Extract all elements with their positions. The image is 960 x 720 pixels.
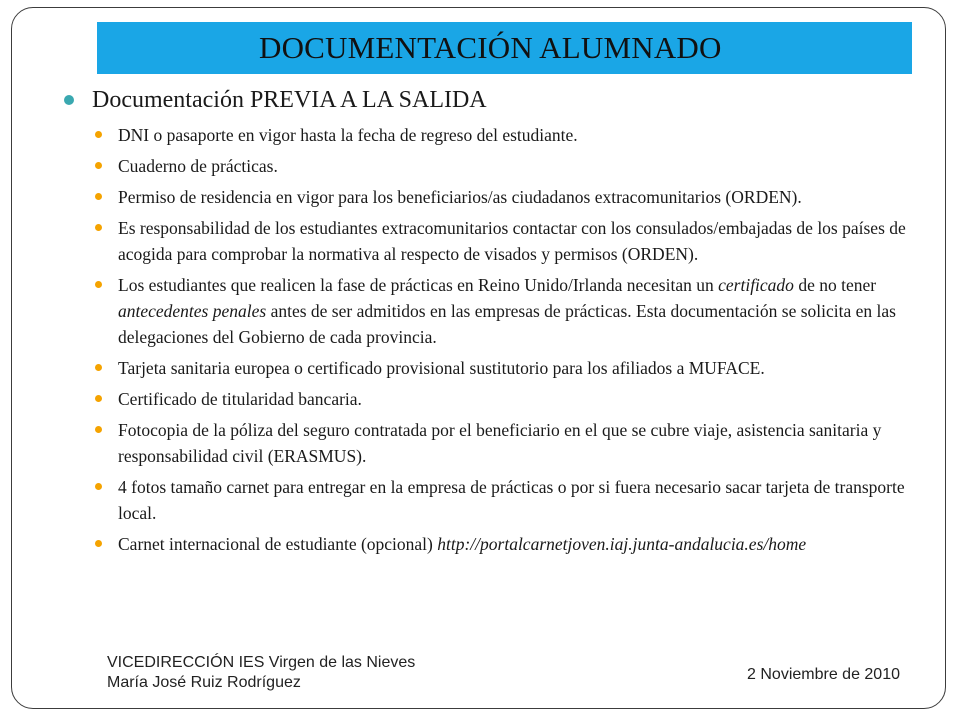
heading-bullet-icon [64,95,74,105]
footer-date: 2 Noviembre de 2010 [747,666,900,683]
footer-line-2: María José Ruiz Rodríguez [107,674,301,691]
document-list [60,122,920,557]
footer-author [107,653,415,693]
bullet-icon [95,193,102,200]
list-item: Tarjeta sanitaria europea o certificado provisional sustitutorio para los afiliados a MUFACE. [118,355,920,381]
section-heading [60,82,920,118]
section-heading-text: Documentación PREVIA A LA SALIDA [92,87,487,113]
list-item: 4 fotos tamaño carnet para entregar en la empresa de prácticas o por si fuera necesario sacar tarjeta de transporte local. [118,474,920,526]
list-item: Fotocopia de la póliza del seguro contratada por el beneficiario en el que se cubre viaje, asistencia sanitaria y responsabilidad civil (ERASMUS). [118,417,920,469]
list-item: Cuaderno de prácticas. [118,153,920,179]
list-item: DNI o pasaporte en vigor hasta la fecha de regreso del estudiante. [118,122,920,148]
bullet-icon [95,281,102,288]
bullet-icon [95,364,102,371]
list-item: Permiso de residencia en vigor para los beneficiarios/as ciudadanos extracomunitarios (ORDEN). [118,184,920,210]
bullet-icon [95,131,102,138]
slide-content [60,82,920,562]
bullet-icon [95,224,102,231]
title-bar [97,22,912,74]
slide-title: DOCUMENTACIÓN ALUMNADO [259,30,722,65]
url-link[interactable]: http://portalcarnetjoven.iaj.junta-andalucia.es/home [437,534,807,554]
list-item: Certificado de titularidad bancaria. [118,386,920,412]
list-item: Los estudiantes que realicen la fase de prácticas en Reino Unido/Irlanda necesitan un certificado de no tener antecedentes penales antes de ser admitidos en las empresas de prácticas. Esta documentación se solicita en las delegaciones del Gobierno de cada provincia. [118,272,920,350]
footer-line-1: VICEDIRECCIÓN IES Virgen de las Nieves [107,654,416,671]
emphasis-certificado: certificado [718,275,794,295]
bullet-icon [95,426,102,433]
bullet-icon [95,540,102,547]
bullet-icon [95,395,102,402]
bullet-icon [95,483,102,490]
list-item: Carnet internacional de estudiante (opcional) http://portalcarnetjoven.iaj.junta-andalucia.es/home [118,531,920,557]
emphasis-antecedentes: antecedentes penales [118,301,267,321]
bullet-icon [95,162,102,169]
list-item: Es responsabilidad de los estudiantes extracomunitarios contactar con los consulados/embajadas de los países de acogida para comprobar la normativa al respecto de visados y permisos (ORDEN). [118,215,920,267]
